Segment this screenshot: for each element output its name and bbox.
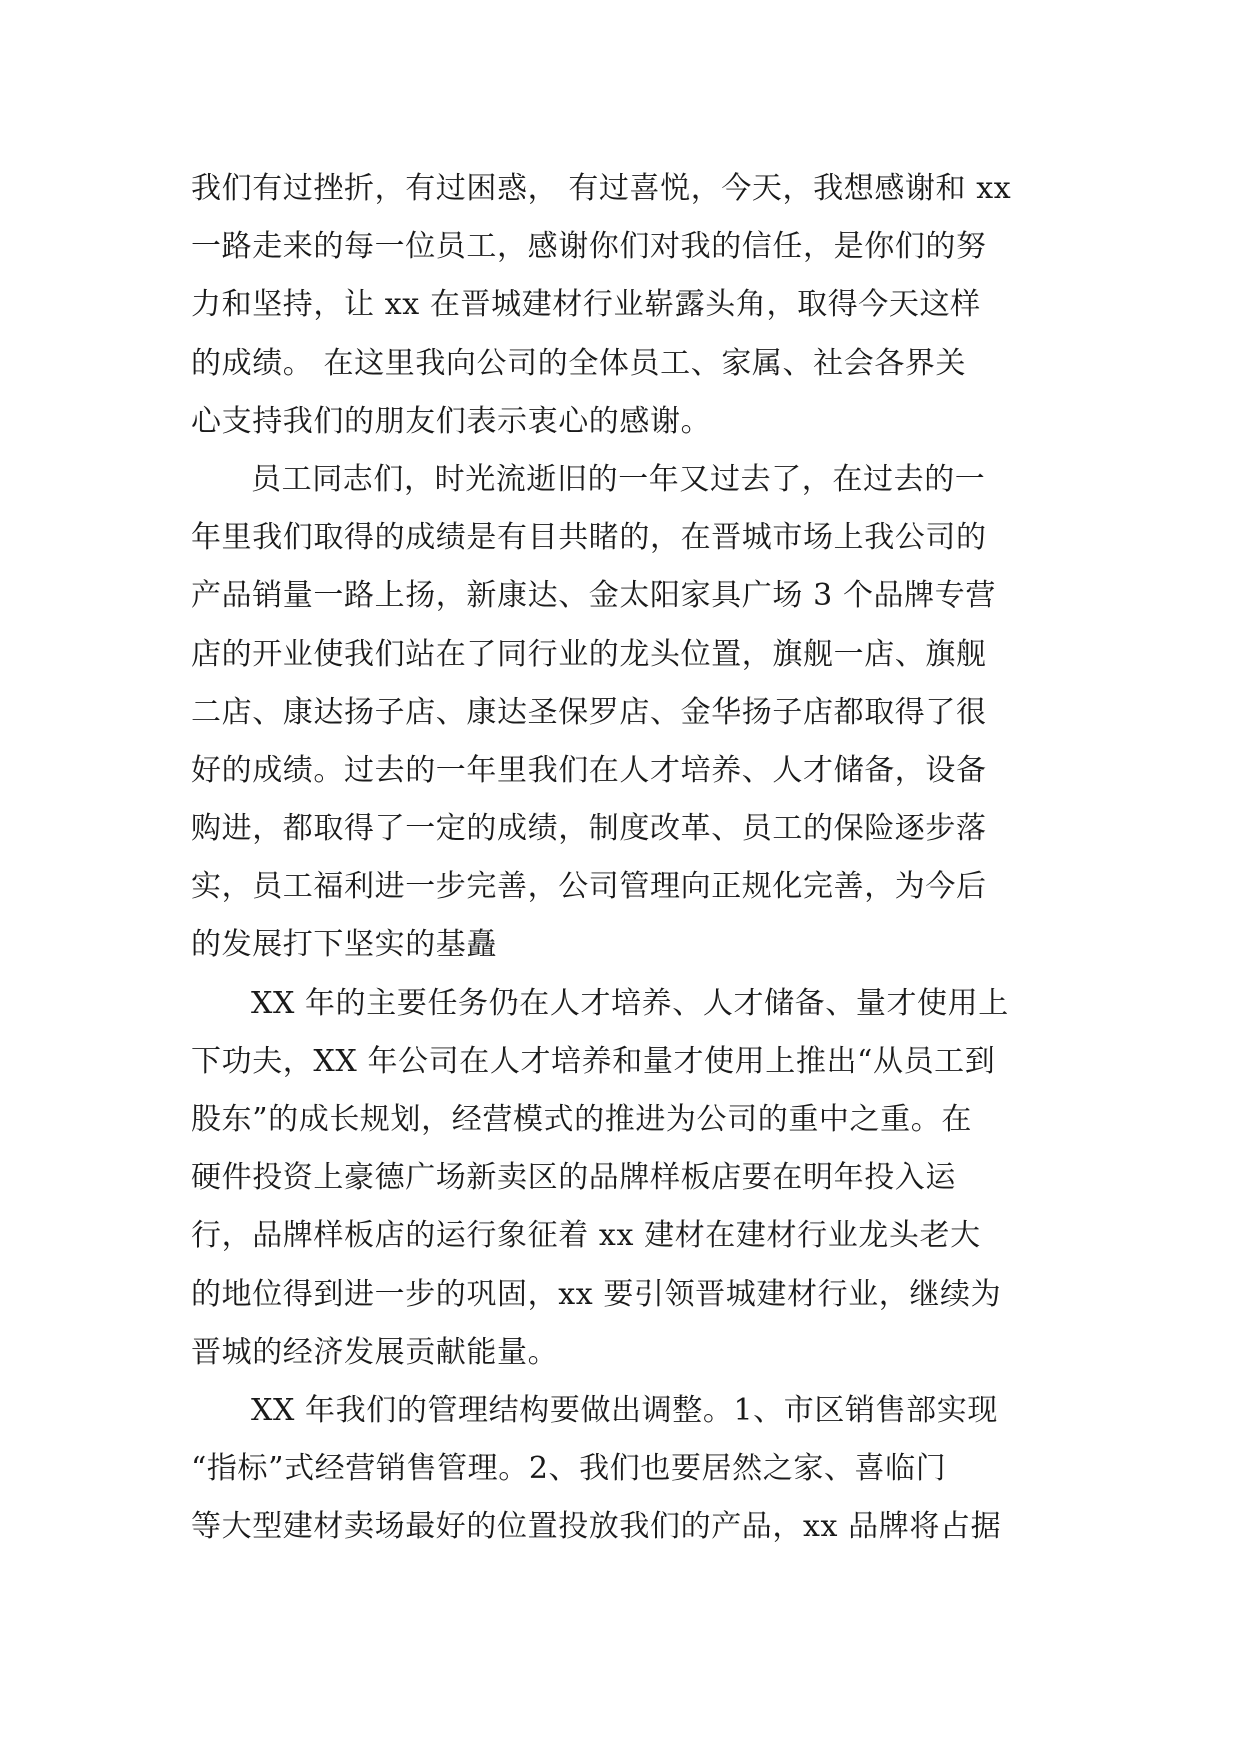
text-line: 力和坚持，让 xx 在晋城建材行业崭露头角，取得今天这样 [191,287,981,323]
text-line: 的发展打下坚实的基矗 [191,927,497,963]
paragraph-first-line: 员工同志们，时光流逝旧的一年又过去了，在过去的一 [251,461,986,497]
text-line: 产品销量一路上扬，新康达、金太阳家具广场 3 个品牌专营 [191,578,996,614]
text-line: 店的开业使我们站在了同行业的龙头位置，旗舰一店、旗舰 [191,636,987,672]
text-line: 好的成绩。过去的一年里我们在人才培养、人才储备，设备 [191,752,987,788]
text-line: 二店、康达扬子店、康达圣保罗店、金华扬子店都取得了很 [191,694,987,730]
text-line: 硬件投资上豪德广场新卖区的品牌样板店要在明年投入运 [191,1160,956,1196]
text-line: 行，品牌样板店的运行象征着 xx 建材在建材行业龙头老大 [191,1218,981,1254]
text-line: 晋城的经济发展贡献能量。 [191,1334,559,1370]
text-line: 心支持我们的朋友们表示衷心的感谢。 [191,403,712,439]
text-line: 的成绩。 在这里我向公司的全体员工、家属、社会各界关 [191,345,967,381]
text-line: 我们有过挫折，有过困惑， 有过喜悦，今天，我想感谢和 xx [191,171,1012,206]
text-line: 实，员工福利进一步完善，公司管理向正规化完善，为今后 [191,869,987,905]
text-line: 年里我们取得的成绩是有目共睹的，在晋城市场上我公司的 [191,520,987,556]
text-line: 股东”的成长规划，经营模式的推进为公司的重中之重。在 [191,1102,972,1137]
paragraph-first-line: XX 年的主要任务仍在人才培养、人才储备、量才使用上 [251,985,1009,1021]
paragraph-first-line: XX 年我们的管理结构要做出调整。1、市区销售部实现 [251,1392,998,1428]
body-text [191,160,1053,1557]
text-line: 等大型建材卖场最好的位置投放我们的产品，xx 品牌将占据 [191,1509,1002,1545]
text-line: 的地位得到进一步的巩固，xx 要引领晋城建材行业，继续为 [191,1276,1002,1312]
text-line: 购进，都取得了一定的成绩，制度改革、员工的保险逐步落 [191,811,987,847]
text-line: 下功夫，XX 年公司在人才培养和量才使用上推出“从员工到 [191,1043,996,1079]
text-line: 一路走来的每一位员工，感谢你们对我的信任，是你们的努 [191,229,987,265]
text-line: “指标”式经营销售管理。2、我们也要居然之家、喜临门 [191,1451,947,1487]
